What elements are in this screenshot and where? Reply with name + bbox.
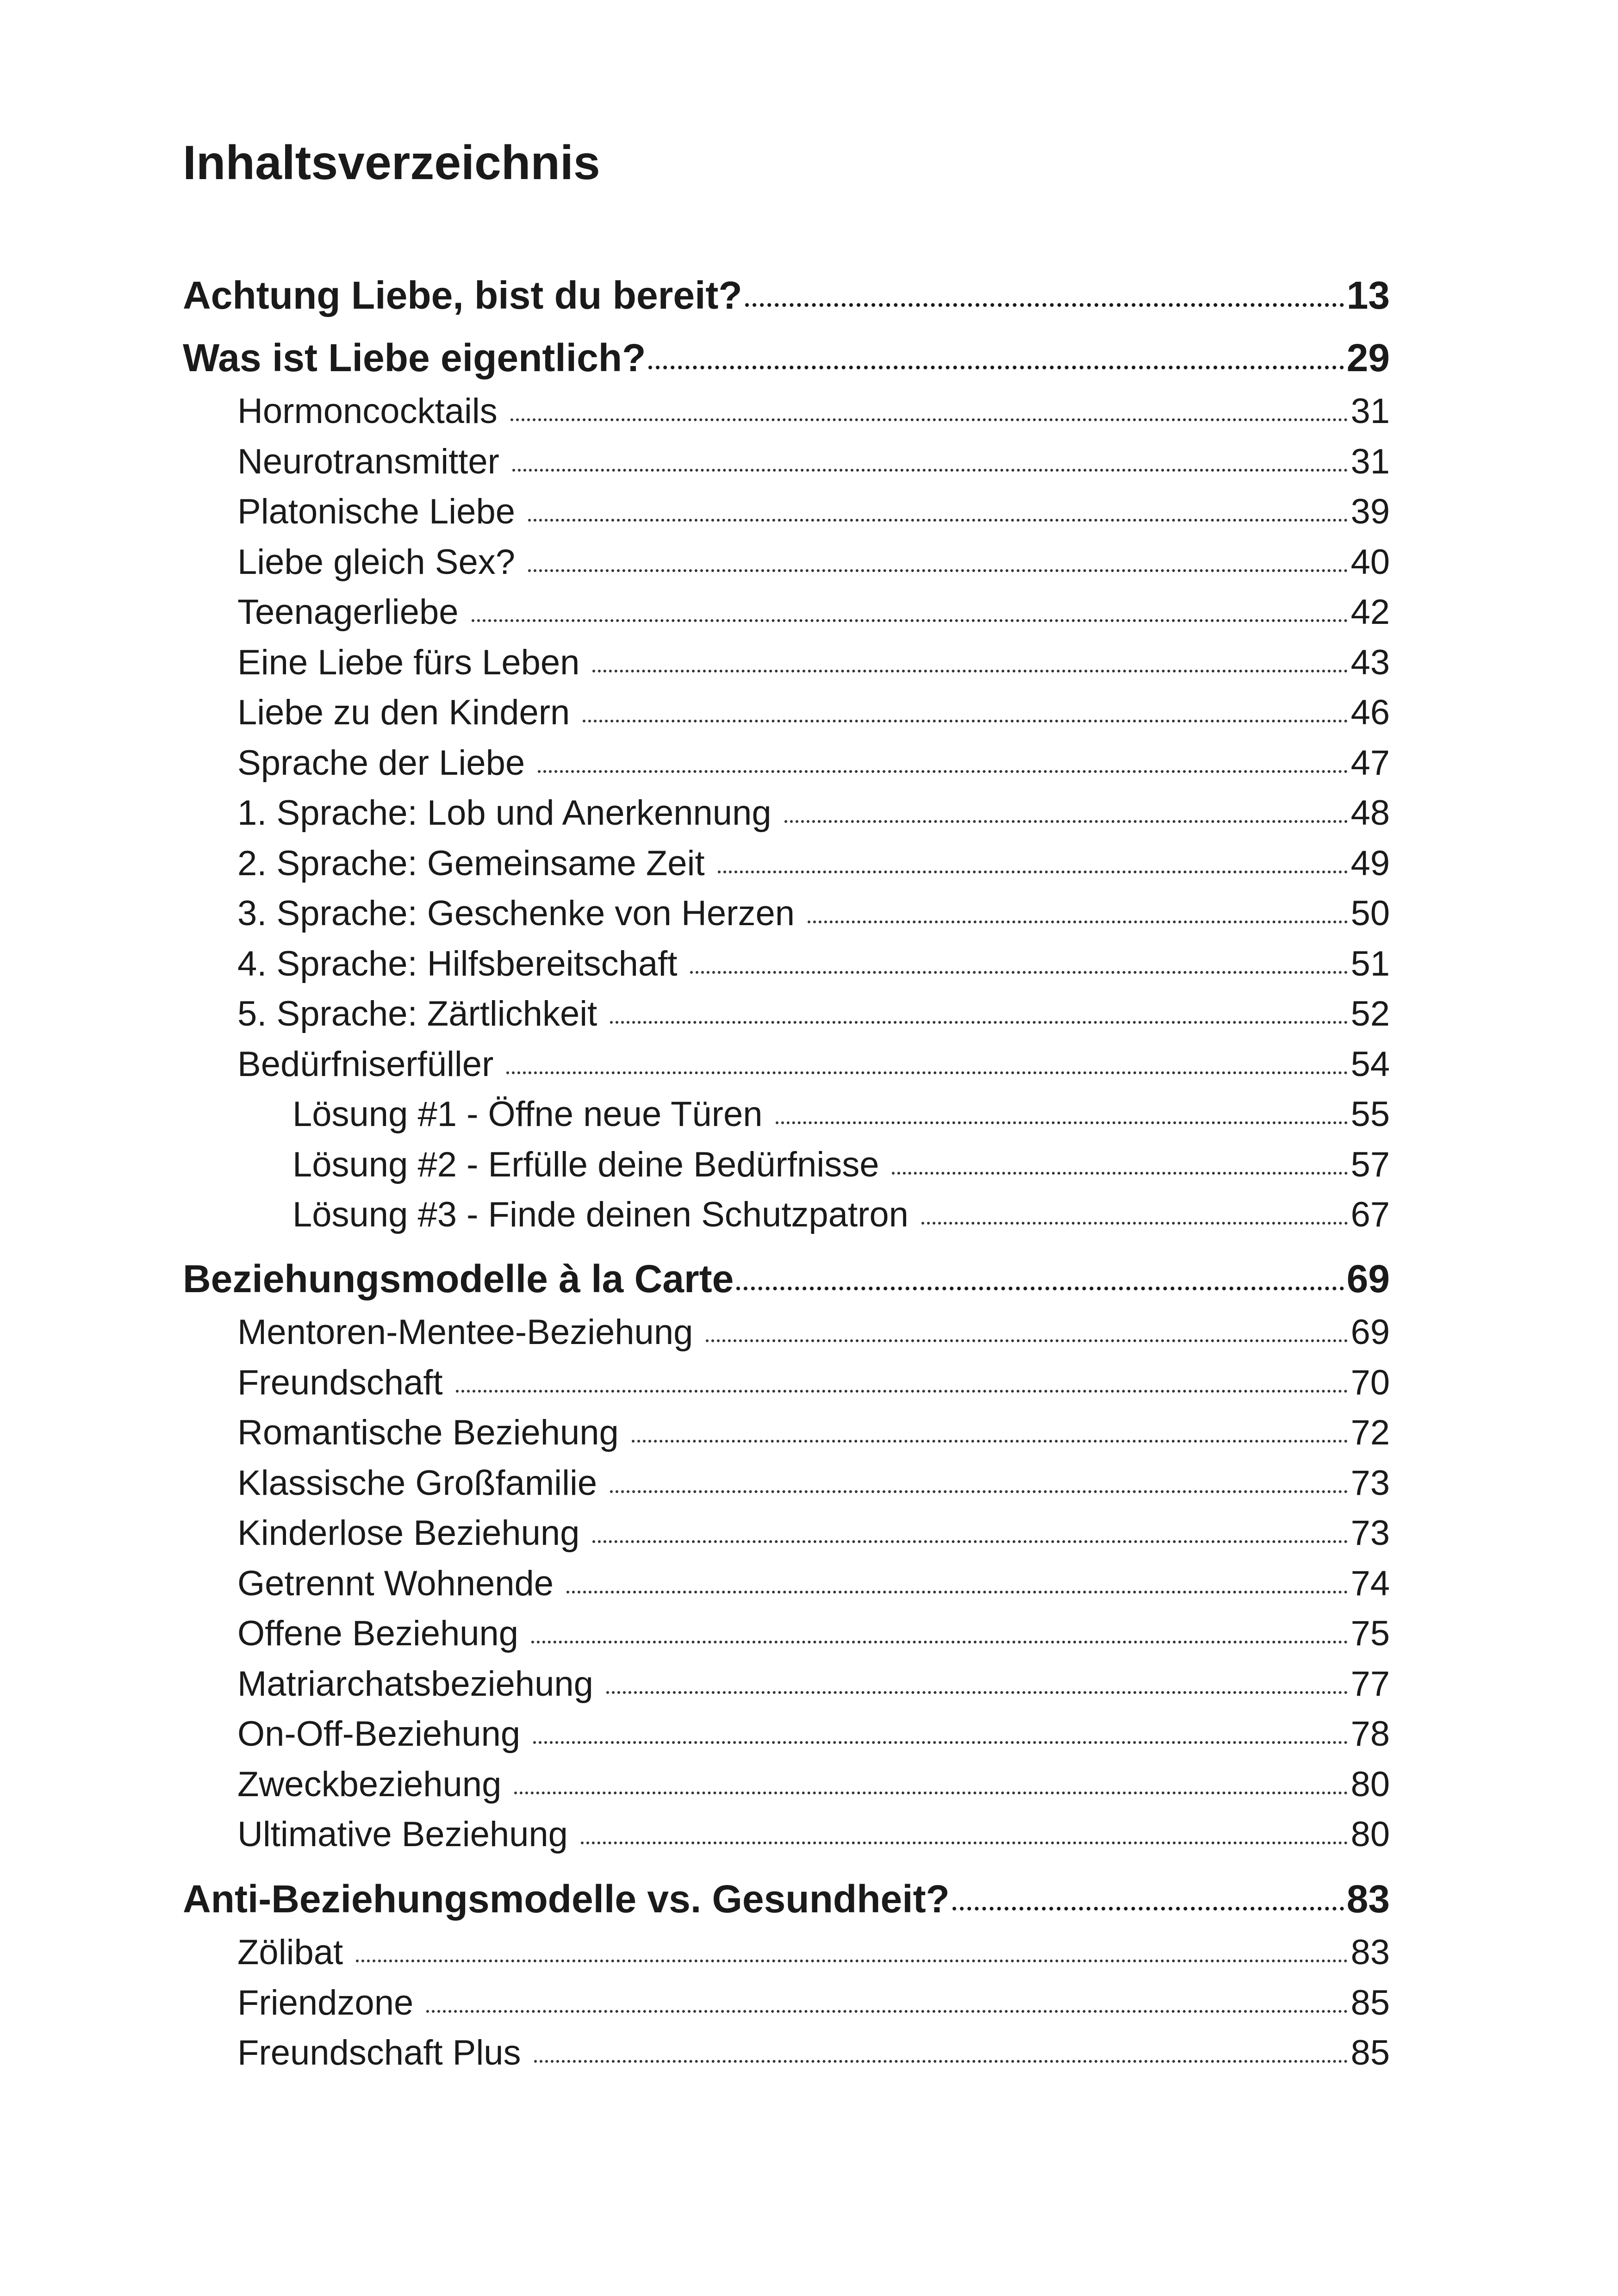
dot-leader bbox=[510, 418, 1348, 421]
toc-section[interactable] bbox=[183, 642, 1390, 685]
dot-leader bbox=[581, 1842, 1348, 1844]
dot-leader bbox=[610, 1490, 1348, 1493]
dot-leader bbox=[745, 303, 1344, 307]
toc-page-number: 13 bbox=[1346, 274, 1390, 317]
toc-page-number: 72 bbox=[1350, 1413, 1390, 1452]
toc-section[interactable] bbox=[183, 1044, 1390, 1087]
toc-page-number: 85 bbox=[1350, 2033, 1390, 2072]
dot-leader bbox=[356, 1960, 1348, 1962]
dot-leader bbox=[610, 1021, 1348, 1024]
dot-leader bbox=[952, 1907, 1344, 1910]
toc-entry-label: Freundschaft bbox=[237, 1363, 443, 1402]
toc-entry-label: On-Off-Beziehung bbox=[237, 1714, 521, 1754]
dot-leader bbox=[506, 1071, 1348, 1074]
toc-entry-label: Klassische Großfamilie bbox=[237, 1463, 597, 1503]
toc-entry-label: Ultimative Beziehung bbox=[237, 1815, 568, 1854]
toc-page-number: 49 bbox=[1350, 844, 1390, 883]
toc-entry-label: 3. Sprache: Geschenke von Herzen bbox=[237, 894, 795, 933]
toc-subsection[interactable] bbox=[183, 1094, 1390, 1137]
dot-leader bbox=[706, 1339, 1348, 1342]
toc-chapter[interactable] bbox=[183, 1877, 1390, 1923]
toc-entry-label: 4. Sprache: Hilfsbereitschaft bbox=[237, 944, 678, 983]
toc-entry-label: Mentoren-Mentee-Beziehung bbox=[237, 1313, 693, 1352]
toc-entry-label: 5. Sprache: Zärtlichkeit bbox=[237, 994, 597, 1033]
toc-section[interactable] bbox=[183, 442, 1390, 484]
toc-entry-label: Anti-Beziehungsmodelle vs. Gesundheit? bbox=[183, 1877, 950, 1921]
toc-chapter[interactable] bbox=[183, 1257, 1390, 1303]
toc-section[interactable] bbox=[183, 391, 1390, 434]
toc-section[interactable] bbox=[183, 1714, 1390, 1756]
toc-entry-label: Lösung #1 - Öffne neue Türen bbox=[292, 1095, 763, 1134]
toc-entry-label: Friendzone bbox=[237, 1983, 414, 2022]
dot-leader bbox=[426, 2010, 1348, 2013]
toc-subsection[interactable] bbox=[183, 1145, 1390, 1187]
toc-page-number: 40 bbox=[1350, 542, 1390, 582]
toc-page-number: 83 bbox=[1346, 1877, 1390, 1921]
toc-entry-label: Lösung #3 - Finde deinen Schutzpatron bbox=[292, 1195, 909, 1234]
dot-leader bbox=[690, 971, 1348, 974]
page-title: Inhaltsverzeichnis bbox=[183, 136, 600, 190]
toc-entry-label: Achtung Liebe, bist du bereit? bbox=[183, 274, 742, 317]
toc-subsection[interactable] bbox=[183, 1195, 1390, 1237]
toc-entry-label: Bedürfniserfüller bbox=[237, 1045, 494, 1084]
toc-entry-label: Kinderlose Beziehung bbox=[237, 1513, 580, 1553]
toc-page-number: 55 bbox=[1350, 1095, 1390, 1134]
toc-page-number: 74 bbox=[1350, 1564, 1390, 1603]
toc-entry-label: Hormoncocktails bbox=[237, 392, 498, 431]
toc-page-number: 70 bbox=[1350, 1363, 1390, 1402]
dot-leader bbox=[736, 1287, 1344, 1290]
toc-page-number: 39 bbox=[1350, 492, 1390, 531]
toc-section[interactable] bbox=[183, 893, 1390, 936]
toc-section[interactable] bbox=[183, 843, 1390, 886]
toc-section[interactable] bbox=[183, 492, 1390, 534]
toc-page-number: 51 bbox=[1350, 944, 1390, 983]
toc-entry-label: Liebe gleich Sex? bbox=[237, 542, 515, 582]
dot-leader bbox=[583, 720, 1348, 722]
toc-section[interactable] bbox=[183, 1312, 1390, 1355]
toc-page-number: 46 bbox=[1350, 693, 1390, 732]
toc-section[interactable] bbox=[183, 692, 1390, 735]
toc-entry-label: Neurotransmitter bbox=[237, 442, 499, 481]
toc-section[interactable] bbox=[183, 1463, 1390, 1506]
dot-leader bbox=[528, 569, 1348, 572]
toc-section[interactable] bbox=[183, 1513, 1390, 1556]
toc-page-number: 73 bbox=[1350, 1463, 1390, 1503]
dot-leader bbox=[921, 1222, 1348, 1225]
toc-section[interactable] bbox=[183, 2033, 1390, 2075]
dot-leader bbox=[808, 921, 1348, 923]
toc-chapter[interactable] bbox=[183, 336, 1390, 382]
toc-page-number: 85 bbox=[1350, 1983, 1390, 2022]
toc-page-number: 54 bbox=[1350, 1045, 1390, 1084]
toc-section[interactable] bbox=[183, 1664, 1390, 1706]
toc-page-number: 69 bbox=[1350, 1313, 1390, 1352]
dot-leader bbox=[531, 1641, 1348, 1643]
toc-entry-label: Sprache der Liebe bbox=[237, 743, 525, 783]
toc-entry-label: 1. Sprache: Lob und Anerkennung bbox=[237, 793, 772, 833]
dot-leader bbox=[512, 469, 1348, 472]
dot-leader bbox=[592, 670, 1348, 672]
toc-page-number: 31 bbox=[1350, 392, 1390, 431]
toc-page-number: 77 bbox=[1350, 1664, 1390, 1704]
toc-entry-label: Getrennt Wohnende bbox=[237, 1564, 554, 1603]
dot-leader bbox=[892, 1172, 1348, 1175]
toc-entry-label: Eine Liebe fürs Leben bbox=[237, 643, 580, 682]
toc-entry-label: 2. Sprache: Gemeinsame Zeit bbox=[237, 844, 705, 883]
toc-section[interactable] bbox=[183, 1613, 1390, 1656]
toc-entry-label: Beziehungsmodelle à la Carte bbox=[183, 1257, 734, 1300]
toc-section[interactable] bbox=[183, 994, 1390, 1036]
toc-page-number: 69 bbox=[1346, 1257, 1390, 1300]
toc-entry-label: Was ist Liebe eigentlich? bbox=[183, 336, 646, 380]
dot-leader bbox=[456, 1390, 1348, 1393]
toc-page-number: 75 bbox=[1350, 1614, 1390, 1653]
toc-page-number: 42 bbox=[1350, 592, 1390, 632]
toc-section[interactable] bbox=[183, 1363, 1390, 1405]
toc-page-number: 43 bbox=[1350, 643, 1390, 682]
dot-leader bbox=[528, 519, 1348, 522]
toc-page-number: 80 bbox=[1350, 1815, 1390, 1854]
dot-leader bbox=[718, 871, 1348, 873]
dot-leader bbox=[776, 1121, 1348, 1124]
dot-leader bbox=[514, 1792, 1348, 1794]
toc-section[interactable] bbox=[183, 1764, 1390, 1807]
toc-section[interactable] bbox=[183, 743, 1390, 785]
toc-entry-label: Matriarchatsbeziehung bbox=[237, 1664, 593, 1704]
toc-chapter[interactable] bbox=[183, 273, 1390, 319]
toc-page-number: 31 bbox=[1350, 442, 1390, 481]
toc-section[interactable] bbox=[183, 542, 1390, 585]
toc-section[interactable] bbox=[183, 793, 1390, 835]
toc-entry-label: Romantische Beziehung bbox=[237, 1413, 619, 1452]
dot-leader bbox=[784, 820, 1348, 823]
toc-section[interactable] bbox=[183, 592, 1390, 635]
toc-page-number: 50 bbox=[1350, 894, 1390, 933]
toc-page-number: 78 bbox=[1350, 1714, 1390, 1754]
toc-section[interactable] bbox=[183, 1814, 1390, 1857]
toc-entry-label: Liebe zu den Kindern bbox=[237, 693, 570, 732]
toc-page-number: 29 bbox=[1346, 336, 1390, 380]
toc-entry-label: Zweckbeziehung bbox=[237, 1765, 502, 1804]
dot-leader bbox=[566, 1591, 1348, 1593]
toc-entry-label: Freundschaft Plus bbox=[237, 2033, 521, 2072]
dot-leader bbox=[648, 366, 1344, 369]
toc-section[interactable] bbox=[183, 1983, 1390, 2025]
toc-section[interactable] bbox=[183, 944, 1390, 986]
dot-leader bbox=[592, 1540, 1348, 1543]
toc-section[interactable] bbox=[183, 1932, 1390, 1975]
dot-leader bbox=[533, 1741, 1348, 1744]
toc-page-number: 57 bbox=[1350, 1145, 1390, 1184]
toc-page-number: 48 bbox=[1350, 793, 1390, 833]
toc-page-number: 52 bbox=[1350, 994, 1390, 1033]
toc-entry-label: Teenagerliebe bbox=[237, 592, 459, 632]
toc-entry-label: Zölibat bbox=[237, 1933, 343, 1972]
toc-page-number: 80 bbox=[1350, 1765, 1390, 1804]
dot-leader bbox=[472, 619, 1348, 622]
toc-page-number: 47 bbox=[1350, 743, 1390, 783]
toc-section[interactable] bbox=[183, 1412, 1390, 1455]
toc-section[interactable] bbox=[183, 1563, 1390, 1606]
toc-entry-label: Lösung #2 - Erfülle deine Bedürfnisse bbox=[292, 1145, 879, 1184]
toc-entry-label: Offene Beziehung bbox=[237, 1614, 519, 1653]
dot-leader bbox=[606, 1691, 1348, 1694]
toc-page-number: 83 bbox=[1350, 1933, 1390, 1972]
toc-entry-label: Platonische Liebe bbox=[237, 492, 515, 531]
dot-leader bbox=[632, 1440, 1348, 1443]
toc-page-number: 67 bbox=[1350, 1195, 1390, 1234]
dot-leader bbox=[534, 2060, 1348, 2063]
toc-page-number: 73 bbox=[1350, 1513, 1390, 1553]
dot-leader bbox=[538, 770, 1348, 773]
